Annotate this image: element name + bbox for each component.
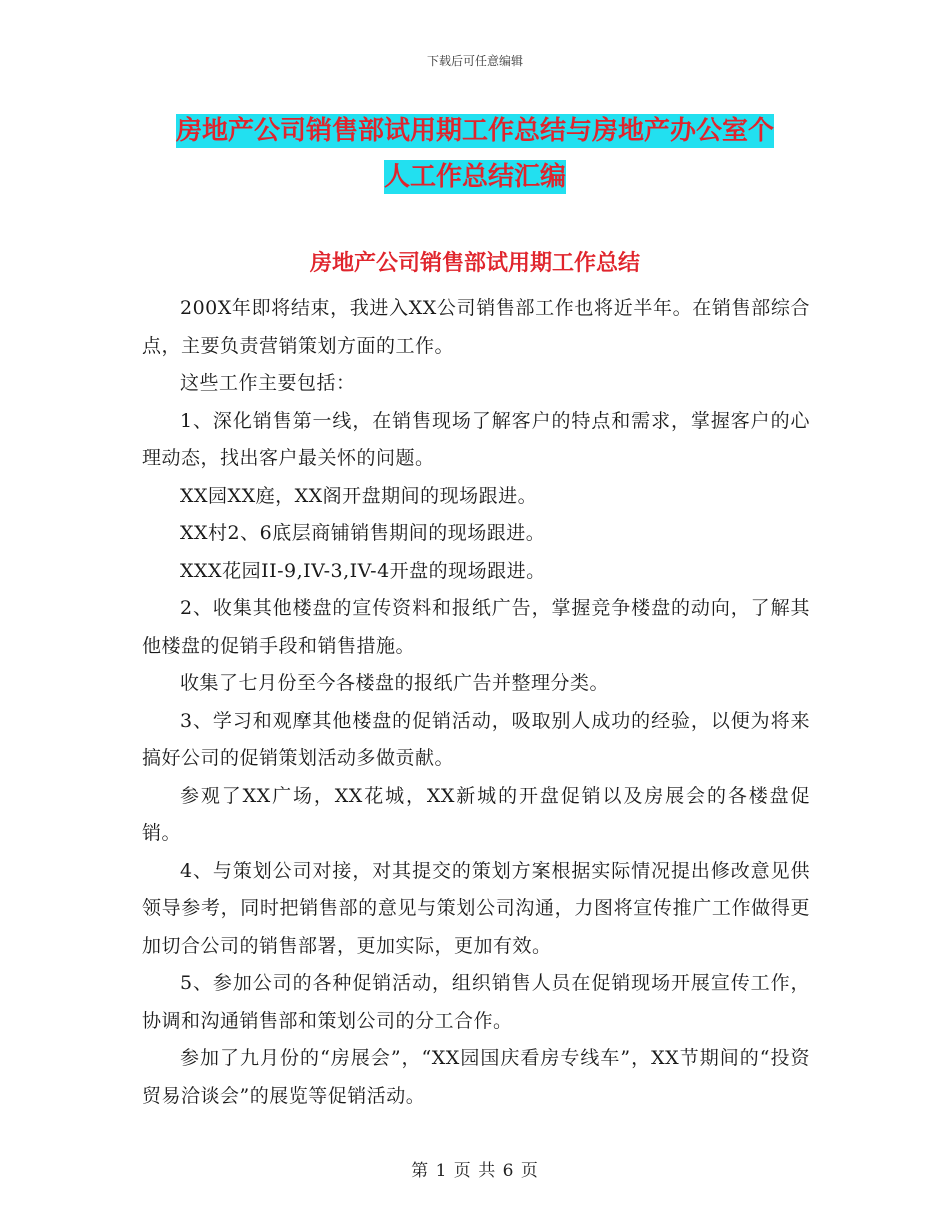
- page-footer: 第 1 页 共 6 页: [411, 1161, 539, 1181]
- paragraph: 1、深化销售第一线，在销售现场了解客户的特点和需求，掌握客户的心理动态，找出客户最关怀的问题。: [142, 409, 810, 469]
- paragraph: 4、与策划公司对接，对其提交的策划方案根据实际情况提出修改意见供领导参考，同时把销售部的意见与策划公司沟通，力图将宣传推广工作做得更加切合公司的销售部署，更加实际，更加有效。: [142, 859, 810, 957]
- document-body: [142, 290, 810, 1115]
- paragraph: 2、收集其他楼盘的宣传资料和报纸广告，掌握竞争楼盘的动向，了解其他楼盘的促销手段和销售措施。: [142, 597, 810, 657]
- paragraph: 收集了七月份至今各楼盘的报纸广告并整理分类。: [180, 672, 610, 694]
- paragraph: 参加了九月份的“房展会”，“XX园国庆看房专线车”，XX节期间的“投资贸易洽谈会”的展览等促销活动。: [142, 1047, 810, 1107]
- main-title: [140, 108, 810, 200]
- paragraph: 200X年即将结束，我进入XX公司销售部工作也将近半年。在销售部综合点，主要负责营销策划方面的工作。: [142, 297, 810, 357]
- paragraph: 这些工作主要包括：: [180, 372, 356, 394]
- paragraph: XX园XX庭，XX阁开盘期间的现场跟进。: [180, 484, 538, 507]
- paragraph: XX村2、6底层商铺销售期间的现场跟进。: [180, 522, 546, 544]
- main-title-line-1: 房地产公司销售部试用期工作总结与房地产办公室个: [175, 116, 774, 146]
- header-note: 下载后可任意编辑: [426, 54, 523, 68]
- paragraph: XXX花园II-9,IV-3,IV-4开盘的现场跟进。: [180, 559, 546, 582]
- paragraph: 3、学习和观摩其他楼盘的促销活动，吸取别人成功的经验，以便为将来搞好公司的促销策划活动多做贡献。: [142, 709, 810, 769]
- main-title-line-2: 人工作总结汇编: [383, 162, 566, 192]
- paragraph: 5、参加公司的各种促销活动，组织销售人员在促销现场开展宣传工作，协调和沟通销售部和策划公司的分工合作。: [142, 972, 810, 1032]
- paragraph: 参观了XX广场，XX花城，XX新城的开盘促销以及房展会的各楼盘促销。: [142, 784, 810, 844]
- section-title: 房地产公司销售部试用期工作总结: [309, 251, 640, 276]
